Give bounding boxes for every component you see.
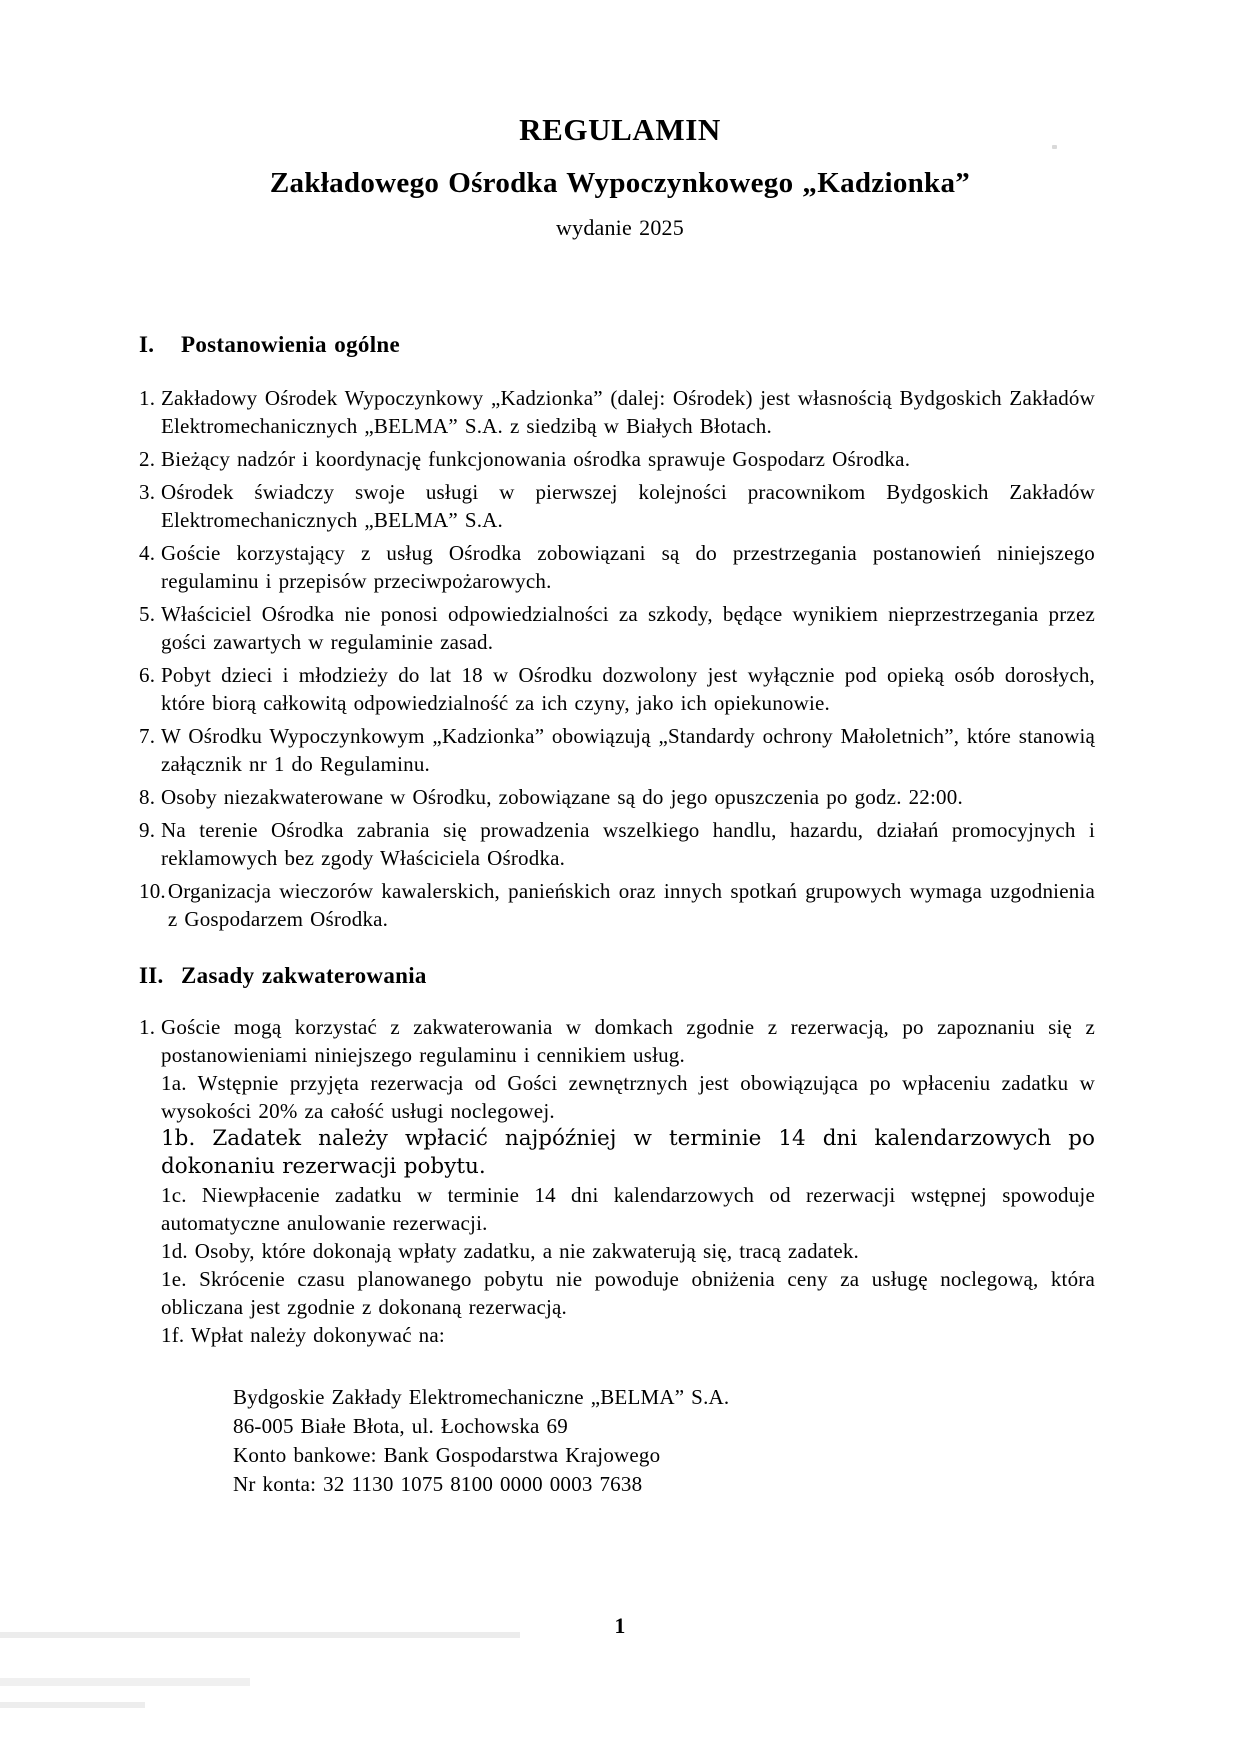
item-body — [161, 1013, 1095, 1499]
item-number: 5. — [139, 602, 156, 626]
item-text: Na terenie Ośrodka zabrania się prowadzenia wszelkiego handlu, hazardu, działań promocyjnych i reklamowych bez zgody Właściciela Ośrodka. — [161, 818, 1095, 870]
item-text: Goście mogą korzystać z zakwaterowania w domkach zgodnie z rezerwacją, po zapoznaniu się z postanowieniami niniejszego regulaminu i cennikiem usług. — [161, 1015, 1095, 1067]
item-number: 6. — [139, 663, 156, 687]
item-text: Właściciel Ośrodka nie ponosi odpowiedzialności za szkody, będące wynikiem nieprzestrzegania przez gości zawartych w regulaminie zasad. — [161, 602, 1095, 654]
item-number: 1. — [139, 1015, 156, 1039]
section-2-title: Zasady zakwaterowania — [181, 963, 427, 988]
item-number: 7. — [139, 724, 156, 748]
list-item — [139, 445, 1095, 473]
item-text: Osoby niezakwaterowane w Ośrodku, zobowiązane są do jego opuszczenia po godz. 22:00. — [161, 785, 963, 809]
sub-item-1c: 1c. Niewpłacenie zadatku w terminie 14 dni kalendarzowych od rezerwacji wstępnej spowoduje automatyczne anulowanie rezerwacji. — [161, 1183, 1095, 1235]
item-number: 8. — [139, 785, 156, 809]
list-item — [139, 539, 1095, 595]
list-item — [139, 783, 1095, 811]
list-item — [139, 1013, 1095, 1499]
list-item — [139, 478, 1095, 534]
document-body — [139, 330, 1095, 1499]
item-text: Bieżący nadzór i koordynację funkcjonowania ośrodka sprawuje Gospodarz Ośrodka. — [161, 447, 911, 471]
document-title: REGULAMIN — [519, 112, 721, 147]
payee-bank: Konto bankowe: Bank Gospodarstwa Krajowego — [233, 1443, 661, 1467]
scan-smudge-artifact — [0, 1702, 145, 1708]
list-item — [139, 384, 1095, 440]
item-text: Zakładowy Ośrodek Wypoczynkowy „Kadzionka” (dalej: Ośrodek) jest własnością Bydgoskich Zakładów Elektromechanicznych „BELMA” S.A. z siedzibą w Białych Błotach. — [161, 386, 1095, 438]
list-item — [139, 661, 1095, 717]
page-number: 1 — [614, 1613, 626, 1638]
payee-address: 86-005 Białe Błota, ul. Łochowska 69 — [233, 1414, 568, 1438]
item-text: Organizacja wieczorów kawalerskich, panieńskich oraz innych spotkań grupowych wymaga uzgodnienia z Gospodarzem Ośrodka. — [167, 879, 1095, 931]
item-number: 3. — [139, 480, 156, 504]
list-item — [139, 816, 1095, 872]
item-number: 2. — [139, 447, 156, 471]
list-item — [139, 600, 1095, 656]
item-number: 4. — [139, 541, 156, 565]
sub-item-1d: 1d. Osoby, które dokonają wpłaty zadatku, a nie zakwaterują się, tracą zadatek. — [161, 1239, 859, 1263]
item-number: 10. — [139, 879, 166, 903]
section-1-list — [139, 384, 1095, 933]
item-text: Goście korzystający z usług Ośrodka zobowiązani są do przestrzegania postanowień niniejszego regulaminu i przepisów przeciwpożarowych. — [161, 541, 1095, 593]
list-item — [139, 877, 1095, 933]
sub-item-1b: 1b. Zadatek należy wpłacić najpóźniej w terminie 14 dni kalendarzowych po dokonaniu rezerwacji pobytu. — [161, 1126, 1095, 1179]
section-2-heading — [139, 961, 1095, 991]
item-text: Pobyt dzieci i młodzieży do lat 18 w Ośrodku dozwolony jest wyłącznie pod opieką osób dorosłych, które biorą całkowitą odpowiedzialność za ich czyny, jako ich opiekunowie. — [161, 663, 1095, 715]
item-text: Ośrodek świadczy swoje usługi w pierwszej kolejności pracownikom Bydgoskich Zakładów Elektromechanicznych „BELMA” S.A. — [161, 480, 1095, 532]
document-header — [0, 0, 1240, 242]
sub-item-1e: 1e. Skrócenie czasu planowanego pobytu nie powoduje obniżenia ceny za usługę noclegową, która obliczana jest zgodnie z dokonaną rezerwacją. — [161, 1267, 1095, 1319]
sub-item-1a: 1a. Wstępnie przyjęta rezerwacja od Gości zewnętrznych jest obowiązująca po wpłaceniu zadatku w wysokości 20% za całość usługi noclegowej. — [161, 1071, 1095, 1123]
item-text: W Ośrodku Wypoczynkowym „Kadzionka” obowiązują „Standardy ochrony Małoletnich”, które stanowią załącznik nr 1 do Regulaminu. — [161, 724, 1095, 776]
payee-account-number: Nr konta: 32 1130 1075 8100 0000 0003 7638 — [233, 1472, 643, 1496]
section-2-number: II. — [139, 963, 164, 988]
document-edition: wydanie 2025 — [556, 215, 684, 240]
payee-name: Bydgoskie Zakłady Elektromechaniczne „BELMA” S.A. — [233, 1385, 730, 1409]
item-number: 9. — [139, 818, 156, 842]
bank-details-block — [233, 1383, 1095, 1499]
section-2-list — [139, 1013, 1095, 1499]
section-1-number: I. — [139, 332, 155, 357]
list-item — [139, 722, 1095, 778]
document-subtitle: Zakładowego Ośrodka Wypoczynkowego „Kadzionka” — [269, 167, 971, 199]
item-number: 1. — [139, 386, 156, 410]
section-1-title: Postanowienia ogólne — [181, 332, 400, 357]
section-1-heading — [139, 330, 1095, 360]
scan-smudge-artifact — [0, 1678, 250, 1686]
sub-item-1f: 1f. Wpłat należy dokonywać na: — [161, 1323, 445, 1347]
